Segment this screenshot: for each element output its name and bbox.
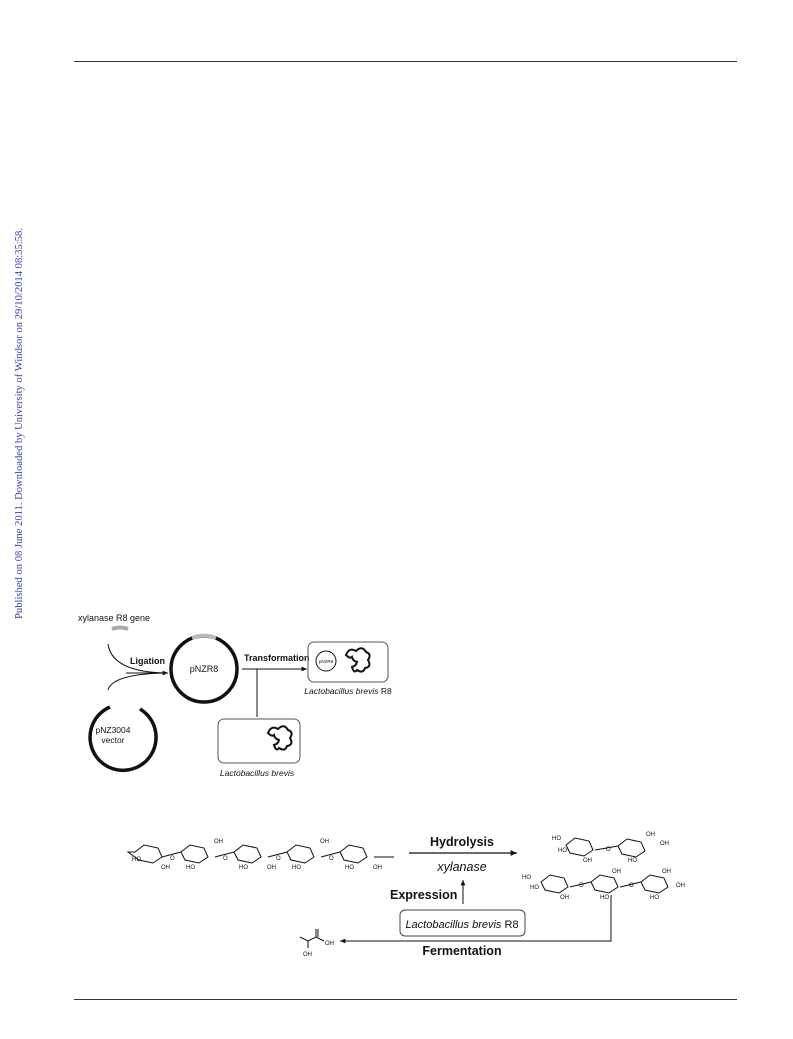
lactic-acid-ho: OH — [303, 952, 312, 958]
recombinant-label — [304, 686, 392, 696]
cell-plasmid-label: pNZR8 — [318, 659, 334, 664]
fermentation-arrow — [340, 895, 611, 941]
enzyme-label: xylanase — [437, 860, 487, 874]
vector-label-line2: vector — [101, 735, 125, 745]
xylan-ho-3: HO — [239, 865, 248, 871]
hydrolysis-label: Hydrolysis — [430, 835, 494, 849]
xylan-oh-2: OH — [214, 839, 223, 845]
xylotriose-o-2: O — [629, 883, 634, 889]
xylobiose-oh-1: OH — [583, 858, 592, 864]
xylotriose-ho-3: HO — [600, 895, 609, 901]
plasmid-label: pNZR8 — [189, 664, 219, 674]
xylan-o-1: O — [170, 856, 175, 862]
xylotriose-o-1: O — [579, 883, 584, 889]
xylan-o-2: O — [223, 856, 228, 862]
cloning-scheme-figure — [78, 613, 392, 778]
host-label: Lactobacillus brevis — [219, 768, 295, 778]
xylan-oh-3: OH — [267, 865, 276, 871]
xylotriose-ho-4: HO — [650, 895, 659, 901]
xylan-polymer — [128, 845, 394, 863]
xylotriose-structure — [541, 875, 668, 893]
xylan-ho-4: HO — [292, 865, 301, 871]
fermentation-label: Fermentation — [422, 944, 502, 958]
download-notice-text: Published on 08 June 2011. Downloaded by University of Windsor on 29/10/2014 08:35:58. — [14, 228, 25, 619]
xylotriose-ho-2: HO — [530, 885, 539, 891]
gene-label: xylanase R8 gene — [78, 613, 151, 623]
ligation-curve-bottom — [108, 673, 166, 690]
expression-label: Expression — [390, 888, 458, 902]
plasmid-insert — [192, 636, 216, 638]
xylan-o-4: O — [329, 856, 334, 862]
xylan-oh-1: OH — [161, 865, 170, 871]
xylan-oh-4: OH — [320, 839, 329, 845]
strain-suffix: R8 — [501, 919, 519, 931]
xylan-ho-2: HO — [186, 865, 195, 871]
recombinant-suffix: R8 — [378, 686, 392, 696]
xylan-ho-1: HO — [132, 857, 141, 863]
xylan-ho-5: HO — [345, 865, 354, 871]
gene-fragment — [112, 628, 128, 630]
lactic-acid-oh: OH — [325, 941, 334, 947]
vector-label-line1: pNZ3004 — [95, 725, 131, 735]
xylobiose-oh-3: OH — [660, 841, 669, 847]
transformation-label: Transformation — [244, 653, 310, 663]
host-bacterium-icon — [268, 726, 292, 749]
xylan-o-3: O — [276, 856, 281, 862]
xylotriose-oh-4: OH — [676, 883, 685, 889]
xylobiose-ho-3: HO — [628, 858, 637, 864]
xylobiose-oh-2: OH — [646, 832, 655, 838]
xylotriose-oh-1: OH — [560, 895, 569, 901]
xylobiose-ho-2: HO — [558, 848, 567, 854]
hydrolysis-fermentation-figure — [128, 832, 685, 958]
xylobiose-o: O — [606, 847, 611, 853]
bacterium-icon — [346, 648, 370, 671]
strain-italic: Lactobacillus brevis — [405, 919, 502, 931]
ligation-label: Ligation — [130, 656, 165, 666]
strain-label — [405, 919, 518, 931]
recombinant-italic: Lactobacillus brevis — [304, 686, 379, 696]
lactic-acid-structure — [300, 929, 324, 948]
xylobiose-ho-1: HO — [552, 836, 561, 842]
xylan-oh-5: OH — [373, 865, 382, 871]
host-cell-box — [218, 719, 300, 763]
xylotriose-oh-2: OH — [612, 869, 621, 875]
xylotriose-oh-3: OH — [662, 869, 671, 875]
xylotriose-ho-1: HO — [522, 875, 531, 881]
